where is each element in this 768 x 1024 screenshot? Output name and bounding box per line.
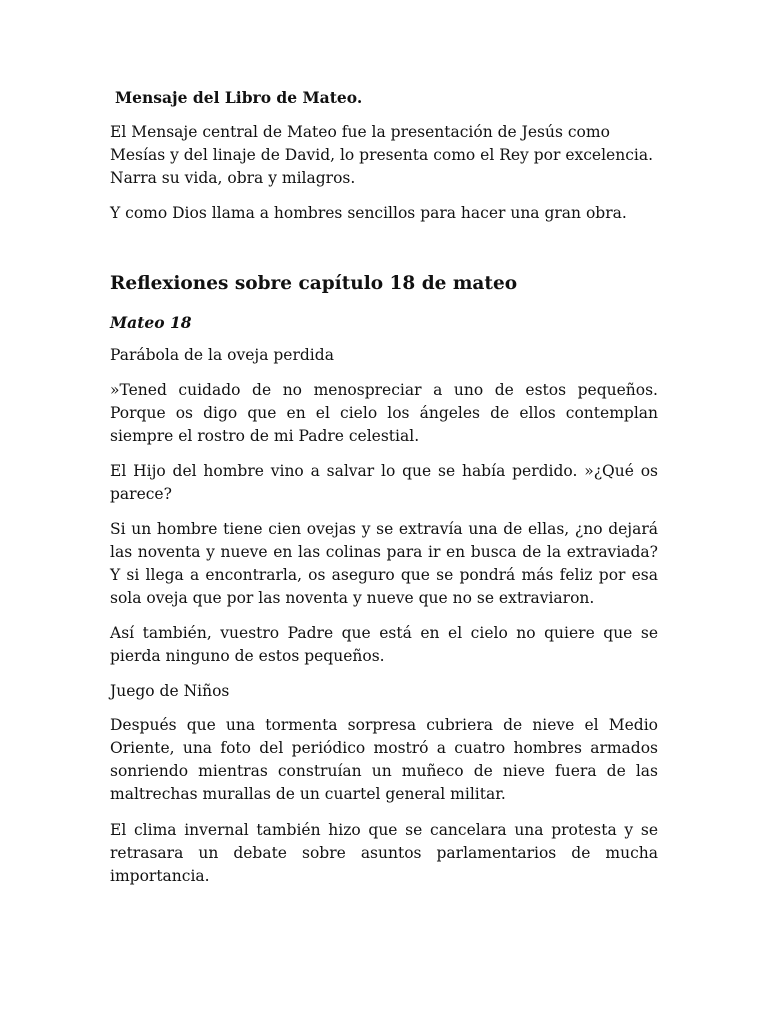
reflection-heading: Reflexiones sobre capítulo 18 de mateo <box>110 273 518 294</box>
section-title: Mensaje del Libro de Mateo. <box>115 88 363 107</box>
game-title: Juego de Niños <box>110 682 230 700</box>
parable-title: Parábola de la oveja perdida <box>110 346 334 364</box>
game-paragraph-2: El clima invernal también hizo que se cancelara una protesta y se retrasara un debate sobre asuntos parlamentarios de mucha importancia. <box>110 821 658 885</box>
game-paragraph-1: Después que una tormenta sorpresa cubriera de nieve el Medio Oriente, una foto del periódico mostró a cuatro hombres armados sonriendo mientras construían un muñeco de nieve fuera de las maltrechas murallas de un cuartel general militar. <box>110 716 658 803</box>
intro-paragraph: El Mensaje central de Mateo fue la presentación de Jesús como Mesías y del linaje de David, lo presenta como el Rey por excelencia. Narra su vida, obra y milagros. <box>110 123 654 187</box>
parable-paragraph-3: Si un hombre tiene cien ovejas y se extravía una de ellas, ¿no dejará las noventa y nueve en las colinas para ir en busca de la extraviada? Y si llega a encontrarla, os aseguro que se pondrá más feliz por esa sola oveja que por las noventa y nueve que no se extraviaron. <box>110 520 658 607</box>
chapter-subheading: Mateo 18 <box>110 313 192 332</box>
parable-paragraph-2: El Hijo del hombre vino a salvar lo que se había perdido. »¿Qué os parece? <box>110 462 658 503</box>
intro-paragraph-2: Y como Dios llama a hombres sencillos para hacer una gran obra. <box>110 204 627 222</box>
parable-paragraph-1: »Tened cuidado de no menospreciar a uno de estos pequeños. Porque os digo que en el cielo los ángeles de ellos contemplan siempre el rostro de mi Padre celestial. <box>110 381 658 445</box>
parable-paragraph-4: Así también, vuestro Padre que está en el cielo no quiere que se pierda ninguno de estos pequeños. <box>110 624 658 665</box>
